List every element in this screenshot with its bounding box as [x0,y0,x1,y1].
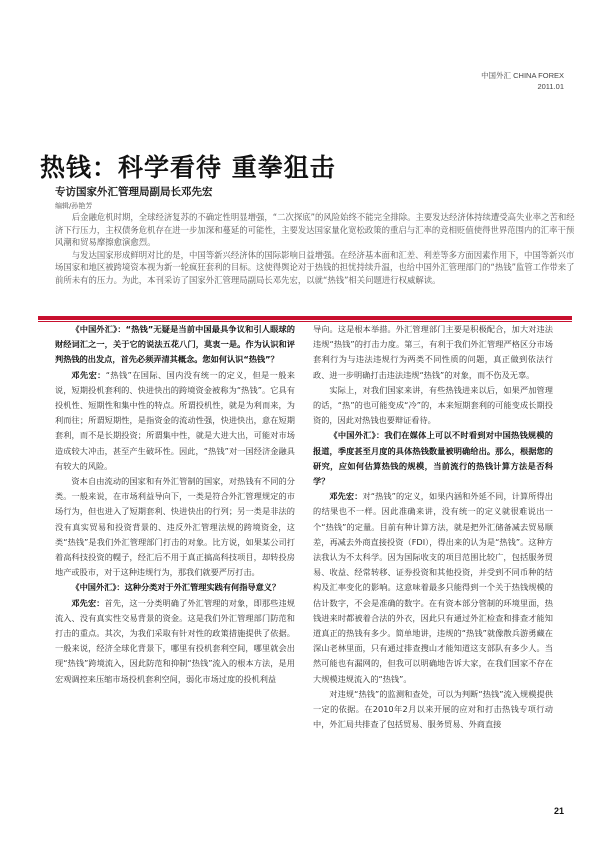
article-title: 热钱：科学看待 重拳狙击 [40,153,336,182]
article-editor: 编辑/孙艳芳 [55,202,93,210]
article-lead [55,211,575,286]
answer-text: 对“热钱”的定义，如果内涵和外延不同，计算所得出的结果也不一样。因此准确来讲，没有统一的定义就很难说出一个“热钱”的定量。目前有种计算方法，就是把外汇储备减去贸易顺差，再减去外商直接投资（FDI），得出来的认为是“热钱”。这种方法我认为不太科学。因为国际收支的项目范围比较广，包括服务贸易、收益、经常转移、证券投资和其他投资，并受到不同币种的结构及汇率变化的影响。这意味着最多只能得到一个关于热钱规模的估计数字，不会是准确的数字。在有资本部分管制的环境里面，热钱进来时都被着合法的外衣，因此只有通过外汇检查和排查才能知道真正的热钱有多少。简单地讲，违规的“热钱”就像散兵游勇藏在深山老林里面，只有通过排查搜山才能知道这支部队有多少人。当然可能也有漏网的，但我可以明确地告诉大家，在我们国家不存在大规模违规流入的“热钱”。 [313,491,553,684]
body-paragraph: 资本自由流动的国家和有外汇管制的国家，对热钱有不同的分类。一般来说，在市场利益导向下，一类是符合外汇管理规定的市场行为，但也进入了短期套利、快进快出的行列；另一类是非法的没有真实贸易和投资背景的、违反外汇管理法规的跨境资金，这类“热钱”是我们外汇管理部门打击的对象。比方说，如果某公司打着高科技投资的幌子，经汇后不用于真正搞高科技项目，却转投房地产或股市，对于这种违规行为，那我们就要严厉打击。 [55,476,295,578]
interview-answer [55,596,295,687]
section-divider [38,316,572,320]
page-number: 21 [553,806,564,816]
article-subtitle: 专访国家外汇管理局副局长邓先宏 [55,186,213,198]
body-paragraph: 实际上，对我们国家来讲，有些热钱进来以后，如果严加管理的话，“热”的也可能变成“冷”的，本来短期套利的可能变成长期投资的，因此对热钱也要辩证看待。 [313,384,553,426]
interview-question: 《中国外汇》：我们在媒体上可以不时看到对中国热钱规模的报道，季度甚至月度的具体热钱数量被明确给出。那么，根据您的研究，应如何估算热钱的规模，当前流行的热钱计算方法是否科学？ [313,430,553,487]
speaker-label: 邓先宏： [71,369,106,380]
magazine-header [481,70,564,92]
body-paragraph: 导向。这是根本举措。外汇管理部门主要是积极配合，加大对违法违规“热钱”的打击力度。第三，有利于我们外汇管理严格区分市场套利行为与违法违规行为两类不同性质的问题，真正做到依法行政、进一步明确打击违法违规“热钱”的对象，而不伤及无辜。 [313,324,553,380]
interview-question: 《中国外汇》：“热钱”无疑是当前中国最具争议和引人眼球的财经词汇之一，关于它的说法五花八门，莫衷一是。作为认识和评判热钱的出发点，首先必须弄清其概念。您如何认识“热钱”？ [55,324,295,365]
issue-date: 2011.01 [537,82,564,91]
right-column [313,322,553,732]
left-column [55,322,295,687]
speaker-label: 邓先宏： [71,597,105,608]
answer-text: 首先，这一分类明确了外汇管理的对象，即那些违规流入、没有真实性交易背景的资金。这是我们外汇管理部门防范和打击的重点。其次，为我们采取有针对性的政策措施提供了依据。一般来说，经济全球化背景下，哪里有投机套利空间，哪里就会出现“热钱”跨境流入，因此防范和抑制“热钱”流入的根本方法，是用宏观调控来压缩市场投机套利空间，弱化市场过度的投机利益 [55,597,295,684]
interview-answer [55,368,295,474]
interview-answer [313,489,553,687]
speaker-label: 邓先宏： [329,491,363,502]
lead-paragraph: 后金融危机时期，全球经济复苏的不确定性明显增强，“二次探底”的风险始终不能完全排除。主要发达经济体持续遭受高失业率之苦和经济下行压力，主权债务危机存在进一步加深和蔓延的可能性，主要发达国家量化宽松政策的重启与汇率的竞相贬值使得世界范围内的汇率干预风潮和贸易摩擦愈演愈烈。 [55,212,575,247]
answer-text: “热钱”在国际、国内没有统一的定义，但是一般来说，短期投机套利的、快进快出的跨境资金被称为“热钱”。它具有投机性、短期性和集中性的特点。所谓投机性，就是为利而来，为利而往；所谓短期性，是指资金的流动性强，快进快出，意在短期套利，而不是长期投资；所谓集中性，就是大进大出，可能对市场造成较大冲击，甚至产生破坏性。因此，“热钱”对一国经济金融具有较大的风险。 [55,369,295,471]
magazine-name: 中国外汇 CHINA FOREX [481,71,564,80]
body-paragraph: 对违规“热钱”的监测和查处，可以为判断“热钱”流入规模提供一定的依据。在2010年2月以来开展的应对和打击热钱专项行动中，外汇局共排查了包括贸易、服务贸易、外商直接 [313,688,553,730]
interview-question: 《中国外汇》：这种分类对于外汇管理实践有何指导意义？ [71,582,281,593]
lead-paragraph: 与发达国家形成鲜明对比的是，中国等新兴经济体的国际影响日益增强。在经济基本面和汇差、利差等多方面因素作用下，中国等新兴市场国家和地区被跨境资本视为新一轮疯狂套利的目标。这使得舆论对于热钱的担忧持续升温，也给中国外汇管理部门的“热钱”监管工作带来了前所未有的压力。为此，本刊采访了国家外汇管理局副局长邓先宏，以就“热钱”相关问题进行权威解读。 [55,249,575,285]
